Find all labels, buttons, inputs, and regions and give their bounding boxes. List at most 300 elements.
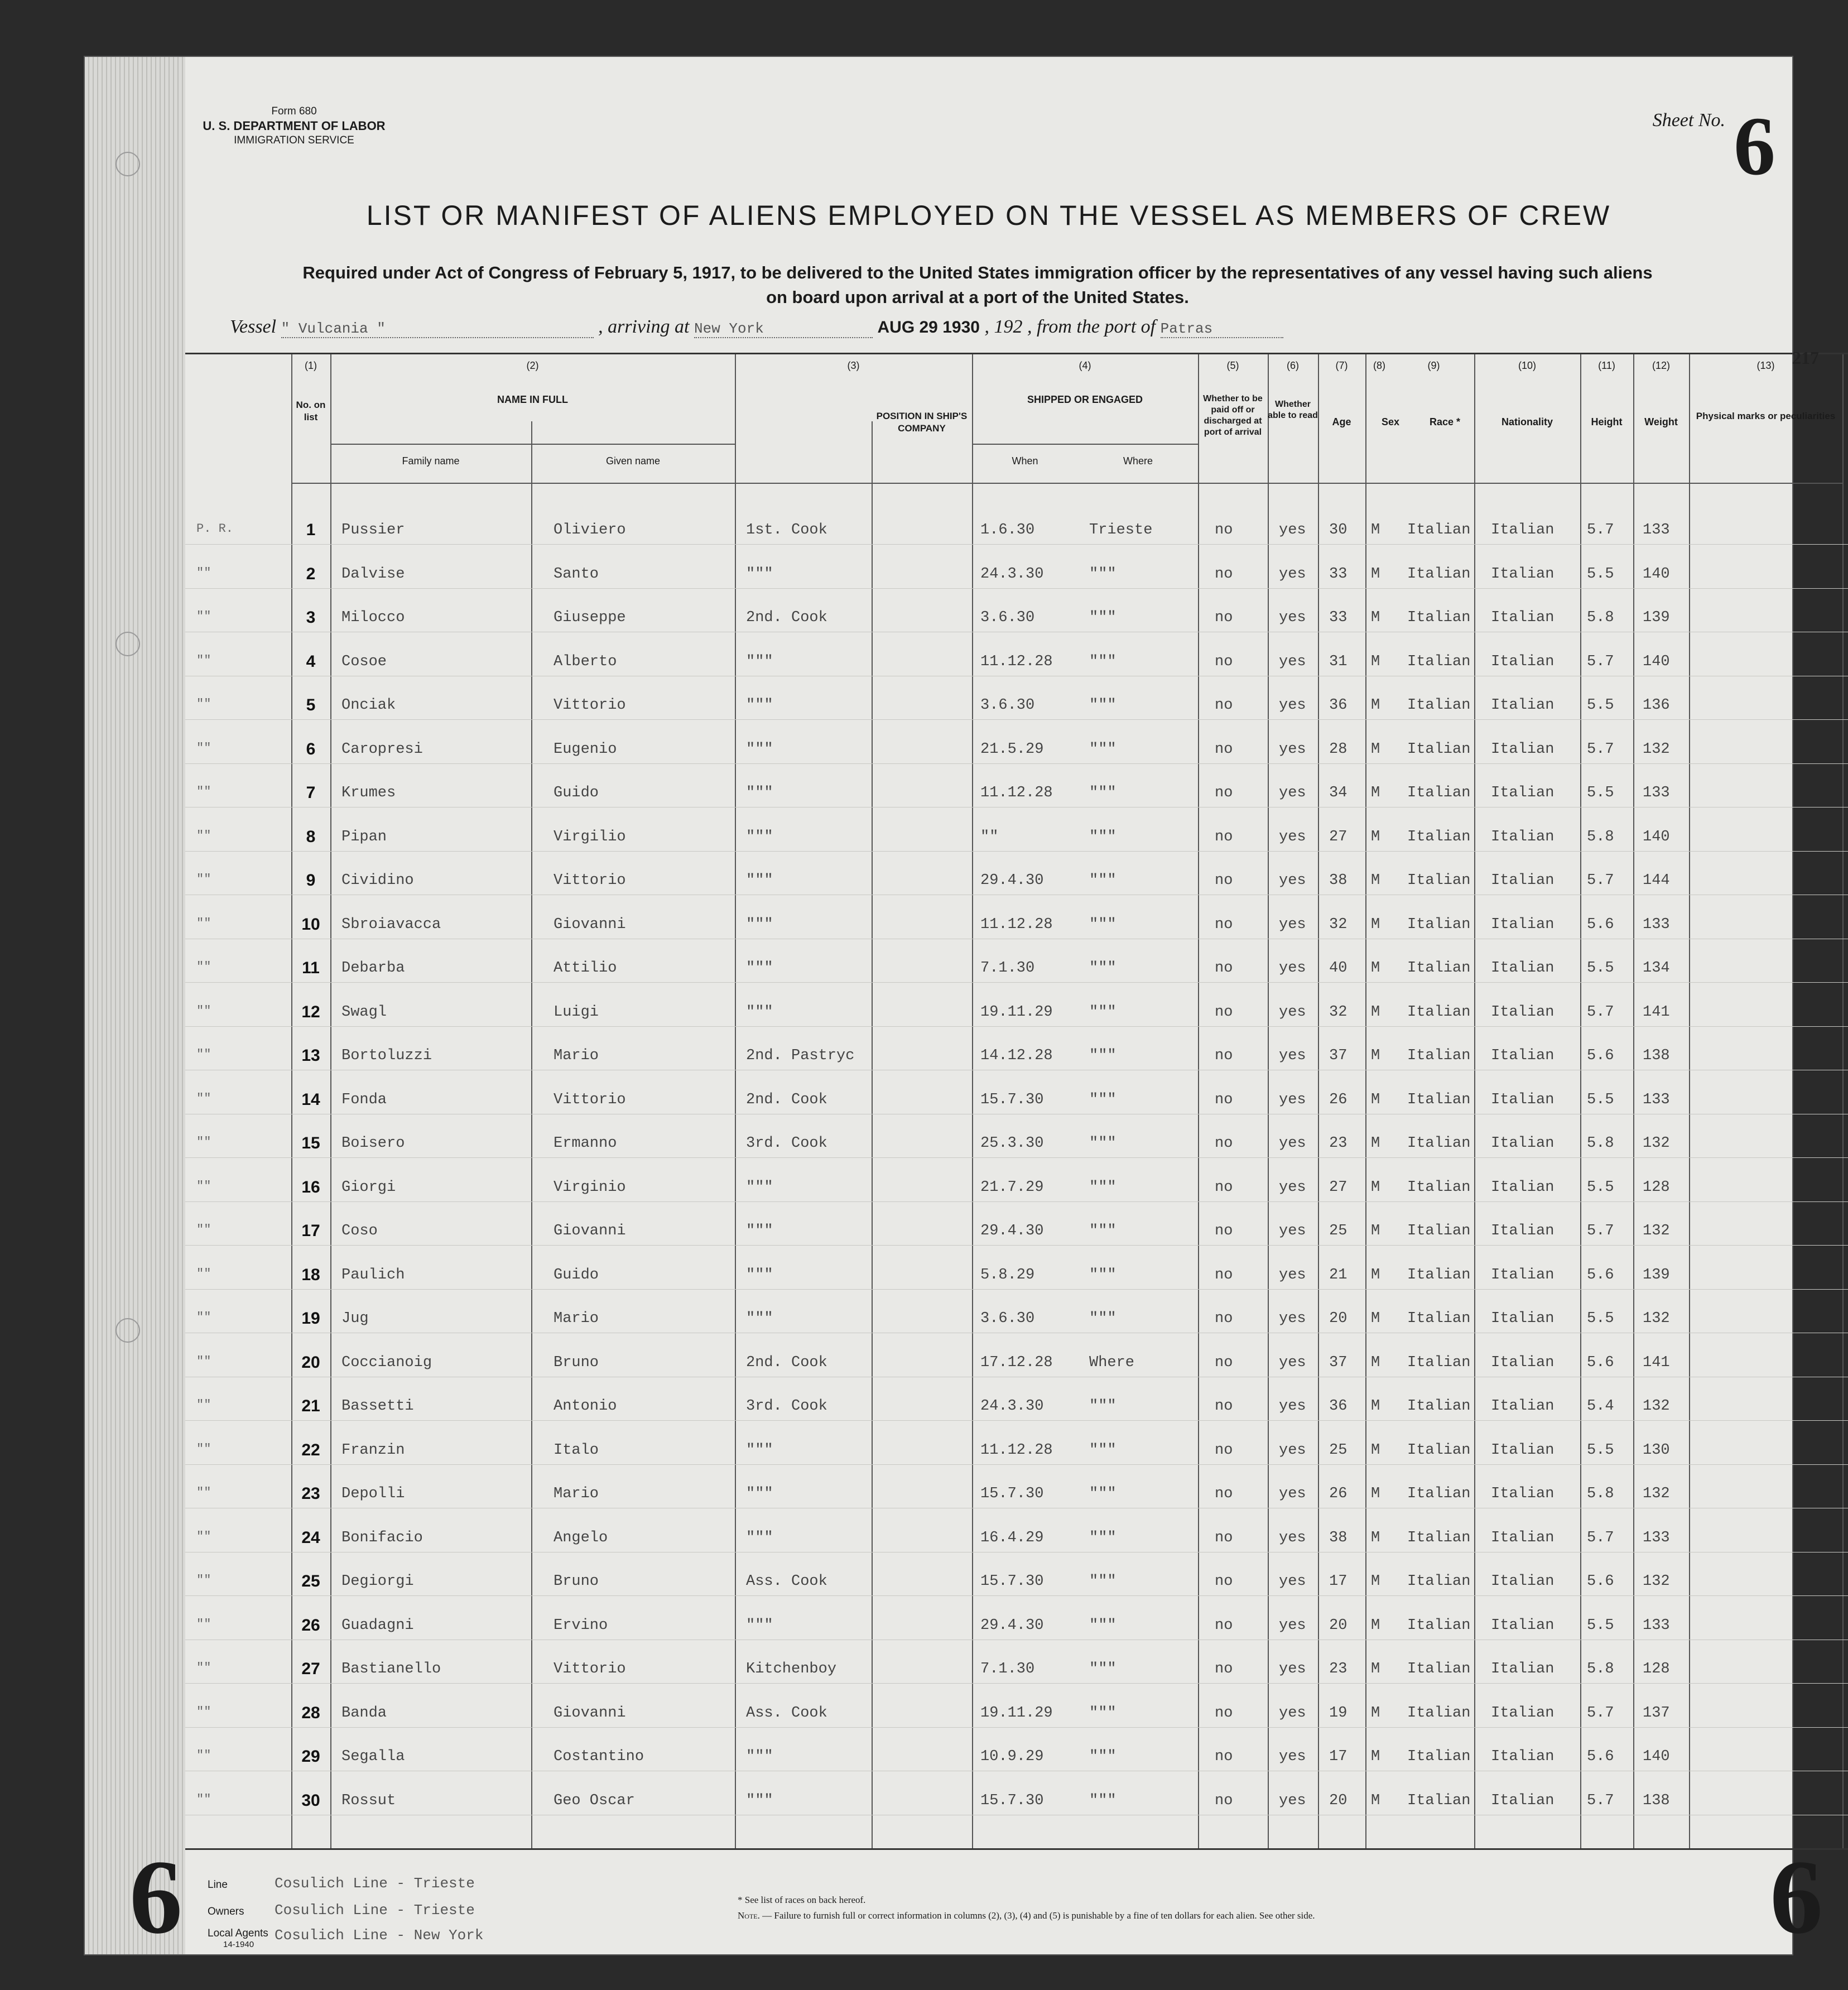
position-cell: """ xyxy=(746,960,773,977)
weight-cell: 132 xyxy=(1643,1223,1670,1239)
page-title: LIST OR MANIFEST OF ALIENS EMPLOYED ON THE VESSEL AS MEMBERS OF CREW xyxy=(366,200,1611,231)
age-cell: 27 xyxy=(1329,828,1348,845)
nationality-cell: Italian xyxy=(1491,785,1555,801)
when-cell: 15.7.30 xyxy=(980,1792,1044,1809)
weight-cell: 132 xyxy=(1643,741,1670,758)
nationality-cell: Italian xyxy=(1491,1486,1555,1502)
row-rule xyxy=(185,1464,1848,1465)
race-cell: Italian xyxy=(1407,1354,1471,1371)
race-cell: Italian xyxy=(1407,785,1471,801)
when-cell: 21.7.29 xyxy=(980,1179,1044,1196)
left-margin-mark: "" xyxy=(196,828,211,843)
when-cell: 15.7.30 xyxy=(980,1573,1044,1590)
family-name-header: Family name xyxy=(402,455,460,467)
paid-off-cell: no xyxy=(1215,653,1233,670)
where-cell: """ xyxy=(1089,872,1116,889)
race-cell: Italian xyxy=(1407,609,1471,626)
sex-cell: M xyxy=(1371,1617,1380,1634)
left-margin-mark: "" xyxy=(196,1573,211,1587)
age-cell: 26 xyxy=(1329,1486,1348,1502)
big-sheet-number-right: 6 xyxy=(1770,1839,1823,1956)
column-number: (4) xyxy=(1079,360,1091,371)
family-name-cell: Giorgi xyxy=(341,1179,396,1196)
race-cell: Italian xyxy=(1407,1748,1471,1765)
row-number: 20 xyxy=(301,1353,320,1372)
paid-off-cell: no xyxy=(1215,741,1233,758)
able-to-read-cell: yes xyxy=(1279,1223,1306,1239)
where-cell: """ xyxy=(1089,1573,1116,1590)
weight-cell: 133 xyxy=(1643,785,1670,801)
where-cell: """ xyxy=(1089,1047,1116,1064)
height-cell: 5.5 xyxy=(1587,1310,1614,1327)
race-cell: Italian xyxy=(1407,1091,1471,1108)
given-name-cell: Oliviero xyxy=(554,522,626,539)
vessel-label: Vessel xyxy=(230,316,277,337)
column-number: (2) xyxy=(526,360,539,371)
department-header xyxy=(202,104,386,148)
left-margin-mark: "" xyxy=(196,1091,211,1105)
position-cell: """ xyxy=(746,565,773,583)
age-cell: 25 xyxy=(1329,1223,1348,1239)
paid-off-cell: no xyxy=(1215,697,1233,714)
race-cell: Italian xyxy=(1407,1003,1471,1021)
agents-label xyxy=(208,1928,268,1950)
row-rule xyxy=(185,982,1848,983)
paid-off-cell: no xyxy=(1215,1003,1233,1021)
race-cell: Italian xyxy=(1407,1573,1471,1590)
position-cell: 1st. Cook xyxy=(746,522,827,539)
given-name-cell: Virginio xyxy=(554,1179,626,1196)
year-label: , 192 , from the port of xyxy=(984,316,1156,337)
position-cell: """ xyxy=(746,1179,773,1196)
left-margin-mark: "" xyxy=(196,1223,211,1237)
height-cell: 5.8 xyxy=(1587,1135,1614,1152)
height-cell: 5.5 xyxy=(1587,1091,1614,1108)
able-to-read-cell: yes xyxy=(1279,872,1306,889)
left-margin-mark: "" xyxy=(196,1135,211,1149)
when-cell: 1.6.30 xyxy=(980,522,1035,539)
paid-off-cell: no xyxy=(1215,609,1233,626)
column-number: (12) xyxy=(1652,360,1670,371)
able-to-read-cell: yes xyxy=(1279,1179,1306,1196)
row-number: 21 xyxy=(301,1397,320,1415)
when-cell: 3.6.30 xyxy=(980,1310,1035,1327)
race-cell: Italian xyxy=(1407,565,1471,583)
column-number: (9) xyxy=(1427,360,1440,371)
given-name-cell: Guido xyxy=(554,1266,599,1284)
when-cell: 11.12.28 xyxy=(980,1441,1053,1459)
punch-hole xyxy=(116,152,140,176)
department-name: U. S. DEPARTMENT OF LABOR xyxy=(203,119,386,133)
left-margin-mark: "" xyxy=(196,1704,211,1719)
paid-off-cell: no xyxy=(1215,1091,1233,1108)
sex-cell: M xyxy=(1371,609,1380,626)
paid-off-cell: no xyxy=(1215,872,1233,889)
able-to-read-cell: yes xyxy=(1279,653,1306,670)
race-cell: Italian xyxy=(1407,828,1471,845)
when-cell: 24.3.30 xyxy=(980,565,1044,583)
column-divider xyxy=(1365,354,1366,1850)
height-cell: 5.7 xyxy=(1587,741,1614,758)
age-cell: 36 xyxy=(1329,1398,1348,1415)
given-name-cell: Giovanni xyxy=(554,1223,626,1239)
column-number: (13) xyxy=(1756,360,1775,371)
able-to-read-cell: yes xyxy=(1279,916,1306,933)
nationality-cell: Italian xyxy=(1491,828,1555,845)
date-stamp: AUG 29 1930 xyxy=(877,318,980,337)
weight-cell: 140 xyxy=(1643,1748,1670,1765)
given-name-cell: Angelo xyxy=(554,1529,608,1546)
family-name-cell: Depolli xyxy=(341,1486,405,1502)
where-cell: """ xyxy=(1089,960,1116,977)
row-number: 4 xyxy=(306,652,316,671)
punch-hole xyxy=(116,632,140,656)
able-to-read-cell: yes xyxy=(1279,1091,1306,1108)
when-cell: 15.7.30 xyxy=(980,1091,1044,1108)
row-number: 11 xyxy=(302,959,320,977)
big-sheet-number-left: 6 xyxy=(129,1839,182,1956)
left-margin-mark: "" xyxy=(196,1748,211,1762)
sex-cell: M xyxy=(1371,1398,1380,1415)
line-label: Line xyxy=(208,1879,228,1891)
sex-cell: M xyxy=(1371,916,1380,933)
row-number: 3 xyxy=(306,608,316,627)
paid-off-cell: no xyxy=(1215,960,1233,977)
family-name-cell: Krumes xyxy=(341,785,396,801)
column-number: (3) xyxy=(847,360,860,371)
height-cell: 5.8 xyxy=(1587,609,1614,626)
when-cell: 5.8.29 xyxy=(980,1266,1035,1284)
weight-cell: 133 xyxy=(1643,1091,1670,1108)
nationality-cell: Italian xyxy=(1491,916,1555,933)
given-name-cell: Italo xyxy=(554,1441,599,1459)
given-name-cell: Giuseppe xyxy=(554,609,626,626)
sheet-number-label: Sheet No. xyxy=(1652,110,1725,131)
age-cell: 32 xyxy=(1329,916,1348,933)
paid-off-cell: no xyxy=(1215,1792,1233,1809)
race-cell: Italian xyxy=(1407,960,1471,977)
family-name-cell: Coso xyxy=(341,1223,378,1239)
where-cell: """ xyxy=(1089,697,1116,714)
row-rule xyxy=(185,1420,1848,1421)
where-cell: """ xyxy=(1089,741,1116,758)
row-rule xyxy=(185,1026,1848,1027)
family-name-cell: Cosoe xyxy=(341,653,387,670)
given-name-cell: Luigi xyxy=(554,1003,599,1021)
paid-off-cell: no xyxy=(1215,1135,1233,1152)
nationality-cell: Italian xyxy=(1491,1266,1555,1284)
left-margin-mark: "" xyxy=(196,697,211,711)
given-name-cell: Giovanni xyxy=(554,916,626,933)
row-number: 14 xyxy=(301,1090,320,1109)
position-cell: Ass. Cook xyxy=(746,1704,827,1722)
row-number: 29 xyxy=(301,1747,320,1766)
left-margin-mark: "" xyxy=(196,1354,211,1368)
paid-off-header: Whether to be paid off or discharged at port of arrival xyxy=(1203,394,1263,437)
column-divider xyxy=(872,421,873,1850)
weight-cell: 137 xyxy=(1643,1704,1670,1722)
given-name-cell: Bruno xyxy=(554,1354,599,1371)
age-cell: 21 xyxy=(1329,1266,1348,1284)
able-to-read-cell: yes xyxy=(1279,1266,1306,1284)
row-number: 18 xyxy=(301,1265,320,1284)
when-cell: 7.1.30 xyxy=(980,1661,1035,1677)
family-name-cell: Dalvise xyxy=(341,565,405,583)
position-cell: 2nd. Pastryc xyxy=(746,1047,855,1064)
row-rule xyxy=(185,763,1848,764)
agents-value: Cosulich Line - New York xyxy=(275,1927,484,1944)
column-number: (10) xyxy=(1518,360,1536,371)
able-to-read-cell: yes xyxy=(1279,1704,1306,1722)
sex-cell: M xyxy=(1371,1792,1380,1809)
owners-value: Cosulich Line - Trieste xyxy=(275,1902,475,1919)
where-cell: """ xyxy=(1089,1310,1116,1327)
sex-cell: M xyxy=(1371,1529,1380,1546)
note xyxy=(738,1910,1315,1921)
service-name: IMMIGRATION SERVICE xyxy=(234,134,354,146)
row-number: 22 xyxy=(301,1440,320,1459)
able-to-read-cell: yes xyxy=(1279,1792,1306,1809)
age-cell: 17 xyxy=(1329,1748,1348,1765)
row-number: 27 xyxy=(301,1660,320,1678)
age-cell: 37 xyxy=(1329,1354,1348,1371)
race-cell: Italian xyxy=(1407,1135,1471,1152)
height-cell: 5.5 xyxy=(1587,697,1614,714)
able-to-read-cell: yes xyxy=(1279,741,1306,758)
given-name-cell: Geo Oscar xyxy=(554,1792,635,1809)
sex-cell: M xyxy=(1371,1486,1380,1502)
arriving-port: New York xyxy=(694,320,873,338)
sex-cell: M xyxy=(1371,1047,1380,1064)
when-cell: 25.3.30 xyxy=(980,1135,1044,1152)
paid-off-cell: no xyxy=(1215,1486,1233,1502)
left-margin-mark: "" xyxy=(196,1486,211,1499)
weight-cell: 132 xyxy=(1643,1486,1670,1502)
sex-cell: M xyxy=(1371,1748,1380,1765)
sex-cell: M xyxy=(1371,1266,1380,1284)
given-name-cell: Bruno xyxy=(554,1573,599,1590)
column-number: (11) xyxy=(1598,360,1615,371)
race-cell: Italian xyxy=(1407,1661,1471,1677)
paid-off-cell: no xyxy=(1215,828,1233,845)
height-cell: 5.6 xyxy=(1587,1047,1614,1064)
family-name-cell: Onciak xyxy=(341,697,396,714)
header-bottom-line xyxy=(291,483,1842,484)
nationality-cell: Italian xyxy=(1491,565,1555,583)
header-divider xyxy=(330,444,735,445)
row-rule xyxy=(185,544,1848,545)
nationality-cell: Italian xyxy=(1491,1617,1555,1634)
owners-label: Owners xyxy=(208,1906,244,1917)
sex-cell: M xyxy=(1371,1179,1380,1196)
given-name-cell: Guido xyxy=(554,785,599,801)
family-name-cell: Fonda xyxy=(341,1091,387,1108)
able-to-read-cell: yes xyxy=(1279,1441,1306,1459)
family-name-cell: Paulich xyxy=(341,1266,405,1284)
punch-hole xyxy=(116,1318,140,1343)
race-cell: Italian xyxy=(1407,1704,1471,1722)
row-rule xyxy=(185,1289,1848,1290)
sex-cell: M xyxy=(1371,522,1380,539)
height-cell: 5.7 xyxy=(1587,1792,1614,1809)
vessel-line xyxy=(230,316,1283,338)
left-margin-mark: "" xyxy=(196,1661,211,1675)
age-cell: 33 xyxy=(1329,609,1348,626)
family-name-cell: Debarba xyxy=(341,960,405,977)
age-cell: 26 xyxy=(1329,1091,1348,1108)
row-number: 28 xyxy=(301,1703,320,1722)
sex-cell: M xyxy=(1371,565,1380,583)
left-margin-mark: "" xyxy=(196,1441,211,1456)
subtitle-line-2: on board upon arrival at a port of the United States. xyxy=(766,287,1189,307)
family-name-cell: Degiorgi xyxy=(341,1573,414,1590)
nationality-cell: Italian xyxy=(1491,1704,1555,1722)
agents-code: 14-1940 xyxy=(223,1940,254,1949)
sex-cell: M xyxy=(1371,872,1380,889)
row-number: 13 xyxy=(301,1046,320,1065)
age-cell: 17 xyxy=(1329,1573,1348,1590)
sex-cell: M xyxy=(1371,960,1380,977)
left-margin-mark: "" xyxy=(196,1047,211,1061)
position-cell: """ xyxy=(746,697,773,714)
height-cell: 5.7 xyxy=(1587,1223,1614,1239)
race-cell: Italian xyxy=(1407,653,1471,670)
nationality-cell: Italian xyxy=(1491,1661,1555,1677)
weight-cell: 141 xyxy=(1643,1354,1670,1371)
paid-off-cell: no xyxy=(1215,1573,1233,1590)
position-cell: 2nd. Cook xyxy=(746,1354,827,1371)
given-name-cell: Vittorio xyxy=(554,1661,626,1677)
when-cell: 29.4.30 xyxy=(980,1617,1044,1634)
weight-cell: 133 xyxy=(1643,1529,1670,1546)
paid-off-cell: no xyxy=(1215,1223,1233,1239)
race-cell: Italian xyxy=(1407,1266,1471,1284)
where-cell: Trieste xyxy=(1089,522,1153,539)
height-cell: 5.7 xyxy=(1587,522,1614,539)
left-margin-mark: "" xyxy=(196,1179,211,1193)
column-number: (7) xyxy=(1335,360,1348,371)
position-header: POSITION IN SHIP'S COMPANY xyxy=(876,411,968,434)
left-margin-mark: P. R. xyxy=(196,522,234,536)
paid-off-cell: no xyxy=(1215,1354,1233,1371)
weight-header: Weight xyxy=(1644,416,1678,427)
given-name-cell: Ervino xyxy=(554,1617,608,1634)
left-margin-mark: "" xyxy=(196,785,211,799)
paid-off-cell: no xyxy=(1215,1661,1233,1677)
weight-cell: 136 xyxy=(1643,697,1670,714)
weight-cell: 139 xyxy=(1643,1266,1670,1284)
row-number: 15 xyxy=(301,1134,320,1152)
nationality-cell: Italian xyxy=(1491,1792,1555,1809)
height-cell: 5.7 xyxy=(1587,872,1614,889)
where-cell: """ xyxy=(1089,1486,1116,1502)
position-cell: """ xyxy=(746,741,773,758)
when-cell: 3.6.30 xyxy=(980,697,1035,714)
row-number: 5 xyxy=(306,696,316,714)
age-cell: 38 xyxy=(1329,872,1348,889)
height-cell: 5.6 xyxy=(1587,1573,1614,1590)
nationality-cell: Italian xyxy=(1491,1310,1555,1327)
note-label: Note. xyxy=(738,1910,760,1921)
row-rule xyxy=(185,1683,1848,1684)
family-name-cell: Pipan xyxy=(341,828,387,845)
when-cell: 11.12.28 xyxy=(980,916,1053,933)
sex-cell: M xyxy=(1371,1223,1380,1239)
sex-cell: M xyxy=(1371,1354,1380,1371)
when-cell: 7.1.30 xyxy=(980,960,1035,977)
age-cell: 20 xyxy=(1329,1792,1348,1809)
age-cell: 33 xyxy=(1329,565,1348,583)
height-cell: 5.5 xyxy=(1587,960,1614,977)
sex-cell: M xyxy=(1371,1091,1380,1108)
nationality-cell: Italian xyxy=(1491,1003,1555,1021)
nationality-cell: Italian xyxy=(1491,522,1555,539)
nationality-header: Nationality xyxy=(1501,416,1553,427)
able-to-read-cell: yes xyxy=(1279,1047,1306,1064)
row-number: 10 xyxy=(301,915,320,934)
row-number: 30 xyxy=(301,1791,320,1810)
family-name-cell: Cividino xyxy=(341,872,414,889)
column-divider xyxy=(1689,354,1690,1850)
paid-off-cell: no xyxy=(1215,1179,1233,1196)
row-number: 19 xyxy=(301,1309,320,1328)
given-name-cell: Eugenio xyxy=(554,741,617,758)
age-cell: 23 xyxy=(1329,1135,1348,1152)
nationality-cell: Italian xyxy=(1491,1179,1555,1196)
page-edge-stack xyxy=(85,57,185,1954)
sex-cell: M xyxy=(1371,1661,1380,1677)
where-cell: """ xyxy=(1089,1792,1116,1809)
when-cell: 17.12.28 xyxy=(980,1354,1053,1371)
row-rule xyxy=(185,1157,1848,1158)
name-in-full-header: NAME IN FULL xyxy=(497,394,568,405)
when-cell: 16.4.29 xyxy=(980,1529,1044,1546)
nationality-cell: Italian xyxy=(1491,1091,1555,1108)
sex-header: Sex xyxy=(1381,416,1400,427)
position-cell: Kitchenboy xyxy=(746,1661,837,1677)
family-name-cell: Boisero xyxy=(341,1135,405,1152)
when-cell: 19.11.29 xyxy=(980,1003,1053,1021)
weight-cell: 144 xyxy=(1643,872,1670,889)
sex-cell: M xyxy=(1371,828,1380,845)
sex-cell: M xyxy=(1371,785,1380,801)
able-to-read-cell: yes xyxy=(1279,1398,1306,1415)
given-name-cell: Mario xyxy=(554,1310,599,1327)
age-cell: 37 xyxy=(1329,1047,1348,1064)
where-cell: """ xyxy=(1089,828,1116,845)
height-cell: 5.5 xyxy=(1587,565,1614,583)
left-margin-mark: "" xyxy=(196,1266,211,1281)
height-cell: 5.5 xyxy=(1587,1617,1614,1634)
nationality-cell: Italian xyxy=(1491,1748,1555,1765)
column-divider xyxy=(1474,354,1475,1850)
age-cell: 31 xyxy=(1329,653,1348,670)
race-cell: Italian xyxy=(1407,1223,1471,1239)
sex-cell: M xyxy=(1371,741,1380,758)
family-name-cell: Jug xyxy=(341,1310,369,1327)
given-name-cell: Vittorio xyxy=(554,697,626,714)
when-cell: 11.12.28 xyxy=(980,653,1053,670)
agents-label-text: Local Agents xyxy=(208,1927,268,1939)
family-name-cell: Pussier xyxy=(341,522,405,539)
family-name-cell: Bastianello xyxy=(341,1661,441,1677)
where-header: Where xyxy=(1123,455,1153,467)
height-cell: 5.7 xyxy=(1587,1704,1614,1722)
column-number: (5) xyxy=(1226,360,1239,371)
weight-cell: 138 xyxy=(1643,1047,1670,1064)
position-cell: 3rd. Cook xyxy=(746,1135,827,1152)
column-divider xyxy=(972,354,973,1850)
